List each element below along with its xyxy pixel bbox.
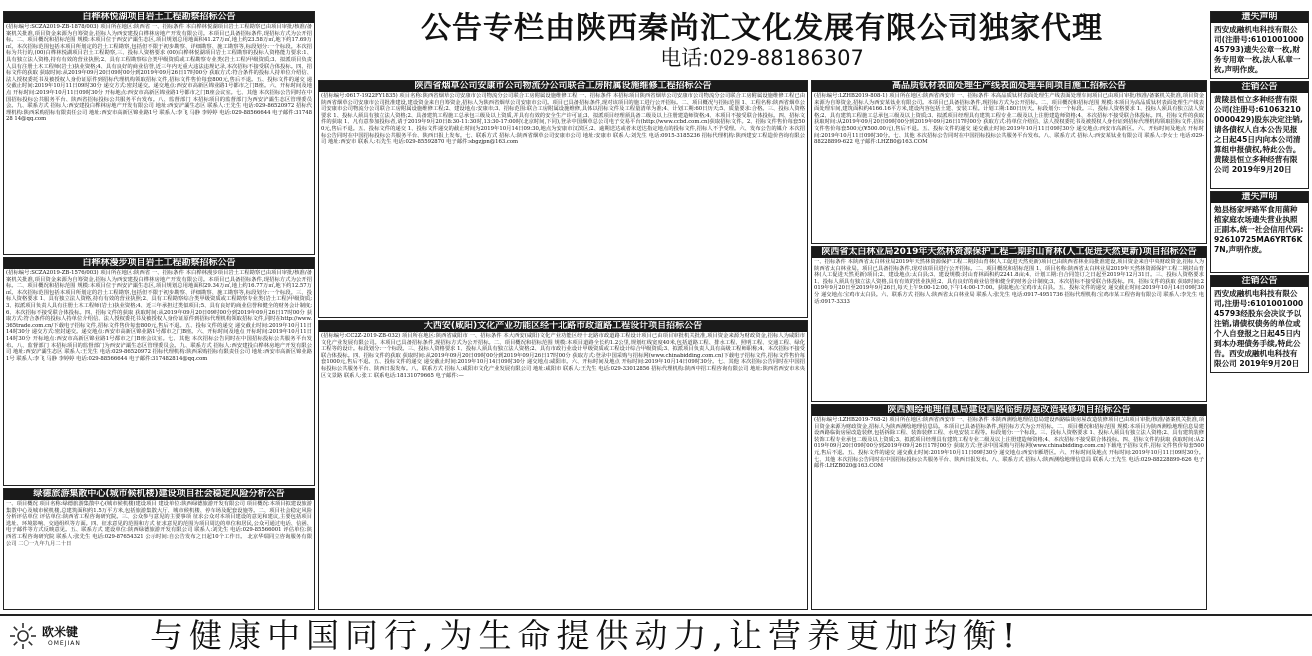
ad-lvde-tourism-risk [3,488,315,610]
ad-title: 陕西测绘地理信息局建设西路临街房屋改造装修项目招标公告 [812,405,1206,416]
ad-body: (招标编号:SCZA2019-ZB-1878/003) 项目所在地区:陕西省 一、招标条件 本白桦林悦湖项目岩土工程勘察已由项目审批/核准/备案机关批准,项目资金来源为自筹资金,招标人为西安建投白桦林房地产开发有限公司。本项目已具备招标条件,现招标方式为公开招标。二、项目概况和招标范围 规模:本项目位于西安浐灞生态区,项目规划总用地面积41.27万㎡,地上约23.58万㎡,地下约17.69万㎡。本次招标范围包括本项目所划定的岩土工程勘察,包括但不限于初步勘察、详细勘察、施工勘察等,标段划分:一个标段。本次招标为共行的,(00)白桦林悦湖项目岩土工程勘察,三、投标人资格要求 (00)白桦林悦湖项目岩土工程勘察的投标人资格能力要求:1、具有独立法人资格,持有有效的营业执照;2、具有工程勘察综合类甲级资质或工程勘察专业类(岩土工程)甲级资质;3、拟派项目负责人具有注册土木工程师(岩土)执业资格;4、具有良好的商业信誉,近三年内无重大违法违规记录,本次招标不接受联合体投标。四、招标文件的获取 获取时间:从2019年09月20日09时00分到2019年09月26日17时00分 获取方式:符合条件的投标人持单位介绍信、法人授权委托书及被授权人身份证原件到招标代理机构领取招标文件,招标文件售价每套800元,售后不退。五、投标文件的递交 递交截止时间:2019年10月11日09时30分 递交方式:密封递交。递交地点:西安市高新区锦业路1号都市之门B座。六、开标时间及地点 开标时间:2019年10月11日09时30分 开标地点:西安市高新区锦业路1号都市之门B座会议室。七、其他 本次招标公告同时在中国招标投标公共服务平台、陕西省招标投标公共服务平台发布。八、监督部门 本招标项目的监督部门为西安浐灞生态区管理委员会。九、联系方式 招标人:西安建投白桦林房地产开发有限公司 地址:西安浐灞生态区 联系人:王先生 电话:029-86520972 招标代理机构:陕西采购招标有限责任公司 地址:西安市高新区锦业路1号 联系人:李飞 马静 李婷婷 电话:029-88566644 电子邮件:3174828 14@qq.com [6,24,312,123]
ad-title: 白桦林漫步项目岩土工程勘察招标公告 [4,258,314,269]
ad-xianyang-road-design [318,320,808,610]
ad-body: 一、招标条件 本陕西省太白林业局2019年天然林资源保护工程二期封山育林(人工促进天然更新)项目已由陕西省林业局批准建设,项目资金来自中央财政资金,招标人为陕西省太白林业局。项目已具备招标条件,现对该项目进行公开招标。二、项目概况和招标范围 1、项目名称:陕西省太白林业局2019年天然林资源保护工程二期封山育林(人工促进天然更新)项目;2、建设地点:太白县;3、建设规模:封山育林面积约2241.8亩;4、计划工期:自合同签订之日起至2019年12月31日。三、投标人资格要求 1、投标人须具有独立法人资格,具有有效的营业执照;2、具有良好的商业信誉和健全的财务会计制度;3、本次招标不接受联合体投标。四、招标文件的获取 获取时间:2019年9月20日至2019年9月26日,每天上午9:00-12:00,下午14:00-17:00。获取地点:宝鸡市太白县。五、投标文件的递交 递交截止时间:2019年10月14日09时30分 递交地点:宝鸡市太白县。六、联系方式 招标人:陕西省太白林业局 联系人:张先生 电话:0917-4951736 招标代理机构:宝鸡市某工程咨询有限公司 联系人:李先生 电话:0917-3333 [814,259,1204,305]
ad-title: 高品质钛材表面处理生产线表面处理车间项目施工招标公告 [812,81,1206,92]
ad-body: (招标编号:CC2Z-2019-ZB-032) 项目所在地区:陕西省咸阳市 一、招标条件 本大西安(咸阳)文化产业功能区经十北路市政道路工程设计项目已由项目审批机关批准,项目资金来源为财政资金,招标人为咸阳市文化产业发展有限公司。本项目已具备招标条件,现招标方式为公开招标。二、项目概况和招标范围 规模:本项目道路全长约1.2公里,规划红线宽度40米,包括道路工程、排水工程、照明工程、交通工程、绿化工程等的设计。标段划分:一个标段。三、投标人资格要求 1、投标人须具有独立法人资格;2、具有市政行业设计甲级资质或工程设计综合甲级资质;3、拟派项目负责人具有高级工程师职称;4、本次招标不接受联合体投标。四、招标文件的获取 获取时间:从2019年09月20日09时00分到2019年09月26日17时00分 获取方式:登录中国采购与招标网(www.chinabidding.com.cn)下载电子招标文件,招标文件售价每套1000元,售后不退。五、投标文件的递交 递交截止时间:2019年10月14日09时30分 递交地点:咸阳市。六、开标时间及地点 开标时间:2019年10月14日09时30分。七、其他 本次招标公告同时在中国招标投标公共服务平台、陕西日报发布。八、联系方式 招标人:咸阳市文化产业发展有限公司 地址:咸阳市 联系人:王先生 电话:029-33012856 招标代理机构:陕西中招工程咨询有限公司 地址:陕西省西安市未央区文景路 联系人:张工 联系电话:18131079665 电子邮件:— [321,333,805,379]
banner-title: 公告专栏由陕西秦尚汇文化发展有限公司独家代理 [421,11,1103,46]
notice-title: 注销公告 [1211,82,1308,93]
brand-name-en: OMEJIAN [48,640,81,647]
ad-body: (招标编号:LZHB2019-808-1) 项目所在地区:陕西省西安市 一、招标条件 本高品质钛材表面处理生产线表面处理车间项目已由项目审批/核准/备案机关批准,项目资金来源为自筹资金,招标人为西安某钛业有限公司。本项目已具备招标条件,现招标方式为公开招标。二、项目概况和招标范围 规模:本项目为高品质钛材表面处理生产线表面处理车间,建筑面积约4166.16平方米,建设内容包括土建、安装工程。计划工期:180日历天。标段划分:一个标段。三、投标人资格要求 1、投标人须具有独立法人资格;2、具有建筑工程施工总承包三级及以上资质;3、拟派项目经理具有建筑工程专业二级及以上注册建造师资格;4、本次招标不接受联合体投标。四、招标文件的获取 获取时间:从2019年09月20日09时00分到2019年09月26日17时00分 获取方式:持单位介绍信、法人授权委托书及被授权人身份证到招标代理机构领取招标文件,招标文件售价每套500元(¥500.00元),售后不退。五、投标文件的递交 递交截止时间:2019年10月11日09时30分 递交地点:西安市高新区。六、开标时间及地点 开标时间:2019年10月11日09时30分。七、其他 本次招标公告同时在中国招标投标公共服务平台发布。八、联系方式 招标人:西安某钛业有限公司 联系人:李女士 电话:029-88228899-622 电子邮件:LHZB0@163.COM [814,93,1204,146]
notice-body: 西安成融机电科技有限公司(注册号:610100100045793)遗失公章一枚,财务专用章一枚,法人私章一枚,声明作废。 [1214,25,1304,74]
ad-title: 白桦林悦湖项目岩土工程勘察招标公告 [4,12,314,23]
notice-title: 遗失声明 [1211,192,1308,203]
ad-ankang-tobacco [318,80,808,318]
notice-body: 黄陵县恒立多种经营有限公司(注册号:610632100000429)股东决定注销,请各债权人自本公告见报之日起45日内向本公司清算组申报债权,特此公告。 黄陵县恒立多种经营有限公司 2019年9月20日 [1214,95,1303,174]
ad-body: (招标编号:SCZA2019-ZB-1576/003) 项目所在地区:陕西省 一、招标条件 本白桦林漫步项目岩土工程勘察已由项目审批/核准/备案机关批准,项目资金来源为自筹资金,招标人为西安建投白桦林房地产开发有限公司。本项目已具备招标条件,现招标方式为公开招标。二、项目概况和招标范围 规模:本项目位于西安浐灞生态区,项目规划总用地面积29.34万㎡,地上约16.77万㎡,地下约12.57万㎡。本次招标范围包括本项目所划定的岩土工程勘察,包括但不限于初步勘察、详细勘察、施工勘察等,标段划分:一个标段。三、投标人资格要求 1、具有独立法人资格,持有有效的营业执照;2、具有工程勘察综合类甲级资质或工程勘察专业类(岩土工程)甲级资质;3、拟派项目负责人具有注册土木工程师(岩土)执业资格;4、近三年承担过类似项目;5、具有良好的商业信誉和健全的财务会计制度;6、本次招标不接受联合体投标。四、招标文件的获取 获取时间:从2019年09月20日09时00分到2019年09月26日17时00分 获取方式:符合条件的投标人持单位介绍信、法人授权委托书及被授权人身份证原件到招标代理机构领取招标文件,同时在http://www.365trade.com.cn/下载电子招标文件,招标文件售价每套800元,售后不退。五、投标文件的递交 递交截止时间:2019年10月11日14时30分 递交方式:密封递交。递交地点:西安市高新区锦业路1号都市之门B座。六、开标时间及地点 开标时间:2019年10月11日14时30分 开标地点:西安市高新区锦业路1号都市之门B座会议室。七、其他 本次招标公告同时在中国招标投标公共服务平台发布。八、监督部门 本招标项目的监督部门为西安浐灞生态区管理委员会。九、联系方式 招标人:西安建投白桦林房地产开发有限公司 地址:西安浐灞生态区 联系人:王先生 电话:029-86520972 招标代理机构:陕西采购招标有限责任公司 地址:西安市高新区锦业路1号 联系人:李飞 马静 李婷婷 电话:029-88566644 电子邮件:317482814@qq.com [6,270,312,362]
notice-body: 勉县杨家坪路军食用菌种植家庭农场遗失营业执照正副本,统一社会信用代码:92610725MA6YRT6K7N,声明作废。 [1214,205,1304,254]
brand-name: 欧米键 [42,625,79,639]
ad-surveying-renovation [811,404,1207,610]
ad-title: 陕西省太白林业局2019年天然林资源保护工程二期封山育林(人工促进天然更新)项目招标公告 [812,247,1206,258]
notice-deregistration-huangling [1210,81,1309,189]
brand-logo [8,620,123,652]
ad-title: 大西安(咸阳)文化产业功能区经十北路市政道路工程设计项目招标公告 [319,321,807,332]
notice-lost-license [1210,191,1309,273]
ad-baihualin-yuehu [3,11,315,255]
notice-title: 注销公告 [1211,276,1308,287]
ad-title: 绿德旅游集散中心(城市候机楼)建设项目社会稳定风险分析公告 [4,489,314,500]
sun-flower-icon [8,621,38,651]
ad-body: (招标编号:0617-1922FY1835) 项目名称:陕西省烟草公司安康市公司物流分公司联合工房附属设施维修工程 一、招标条件 本招标项目陕西省烟草公司安康市公司物流分公司联合工房附属设施维修工程已由陕西省烟草公司安康市公司批准建设,建设资金来自自筹资金,招标人为陕西省烟草公司安康市公司。项目已具备招标条件,现对该项目的施工进行公开招标。二、项目概况与招标范围 1、工程名称:陕西省烟草公司安康市公司物流分公司联合工房附属设施维修工程;2、建设地点:安康市;3、招标范围:联合工房附属设施维修,具体以招标文件及工程量清单为准;4、计划工期:60日历天;5、质量要求:合格。三、投标人资格要求 1、投标人须具有独立法人资格;2、具备建筑工程施工总承包三级及以上资质,并具有有效的安全生产许可证;3、拟派项目经理须具备二级及以上注册建造师资格;4、本项目不接受联合体投标。四、招标文件的获取 1、凡有意参加投标者,请于2019年9月20日8:30-11:30时,13:30-17:00时(北京时间,下同),登录中国烟草总公司电子交易平台(http://www.ccbd.com.cn)获取招标文件。2、招标文件售价每套500元,售后不退。五、投标文件的递交 1、投标文件递交的截止时间为2019年10月14日09:30,地点为安康市汉滨区;2、逾期送达或者未送达指定地点的投标文件,招标人不予受理。六、发布公告的媒介 本次招标公告同时在中国招标投标公共服务平台、陕西日报上发布。七、联系方式 招标人:陕西省烟草公司安康市公司 地址:安康市 联系人:刘先生 电话:0915-3185236 招标代理机构:陕西建安工程造价咨询有限公司 地址:西安市 联系人:石先生 电话:029-85592870 电子邮件:sbgzjpn@163.com [321,93,805,146]
notice-body: 西安成融机电科技有限公司,注册号:610100100045793经股东会决议予以注销,请债权债务的单位或个人自登报之日起45日内到本办理债务手续,特此公告。西安成融机电科技有限公司 2019年9月20日 [1214,289,1304,368]
agency-banner [318,12,1206,74]
notice-title: 遗失声明 [1211,12,1308,23]
footer-ad [0,614,1312,654]
ad-body: (招标编号:LZHB2019-768-2) 项目所在地区:陕西省西安市 一、招标条件 本陕西测绘地理信息局建设西路临街房屋改造装修项目已由项目审批/核准/备案机关批准,项目资金来源为财政资金,招标人为陕西测绘地理信息局。本项目已具备招标条件,现招标方式为公开招标。二、项目概况和招标范围 规模:本项目为陕西测绘地理信息局建设西路临街房屋改造装修,包括拆除工程、装饰装修工程、水电安装工程等。标段划分:一个标段。三、投标人资格要求 1、投标人须具有独立法人资格;2、具有建筑装修装饰工程专业承包二级及以上资质;3、拟派项目经理具有建筑工程专业二级及以上注册建造师资格;4、本次招标不接受联合体投标。四、招标文件的获取 获取时间:从2019年09月20日09时00分到2019年09月26日17时00分 获取方式:登录中国采购与招标网(www.chinabidding.com.cn)下载电子招标文件,招标文件售价每套500元,售后不退。五、投标文件的递交 递交截止时间:2019年10月11日09时30分 递交地点:西安市雁塔区。六、开标时间及地点 开标时间:2019年10月11日09时30分。七、其他 本次招标公告同时在中国招标投标公共服务平台、陕西日报发布。八、联系方式 招标人:陕西测绘地理信息局 联系人:王先生 电话:029-88228899-626 电子邮件:LHZB020@163.COM [814,417,1204,470]
ad-titanium-workshop [811,80,1207,244]
ad-title: 陕西省烟草公司安康市公司物流分公司联合工房附属设施维修工程招标公告 [319,81,807,92]
ad-baihualin-manbu [3,257,315,486]
banner-phone: 电话:029-88186307 [660,46,864,70]
notice-deregistration-chengrong [1210,275,1309,373]
notice-lost-seal [1210,11,1309,79]
footer-slogan: 与健康中国同行,为生命提供动力,让营养更加均衡! [150,616,1022,655]
ad-taibai-forestry [811,246,1207,402]
ad-body: 一、项目概况 项目名称:绿德旅游集散中心(城市候机楼)建设项目 建设单位:陕西绿德旅游开发有限公司 项目概况:本项目拟建设旅游集散中心及城市候机楼,总建筑面积约1.5万平方米,包括旅游集散大厅、城市候机楼、停车场及配套设施等。二、项目社会稳定风险分析评估单位 评估单位:陕西省工程咨询研究院。三、公众参与意见的主要事项 征求公众对本项目建设的意见和建议,主要包括项目选址、环境影响、交通组织等方面。四、征求意见的范围和方式 征求意见的范围为项目周边的单位和居民,公众可通过电话、信函、电子邮件等方式反映意见。五、联系方式 建设单位:陕西绿德旅游开发有限公司 联系人:刘先生 电话:029-85566001 评估单位:陕西省工程咨询研究院 联系人:张先生 电话:029-87654321 公示时间:自公告发布之日起10个工作日。 北京华瑞同立咨询服务有限公司 二〇一九年九月二十日 [6,501,312,547]
